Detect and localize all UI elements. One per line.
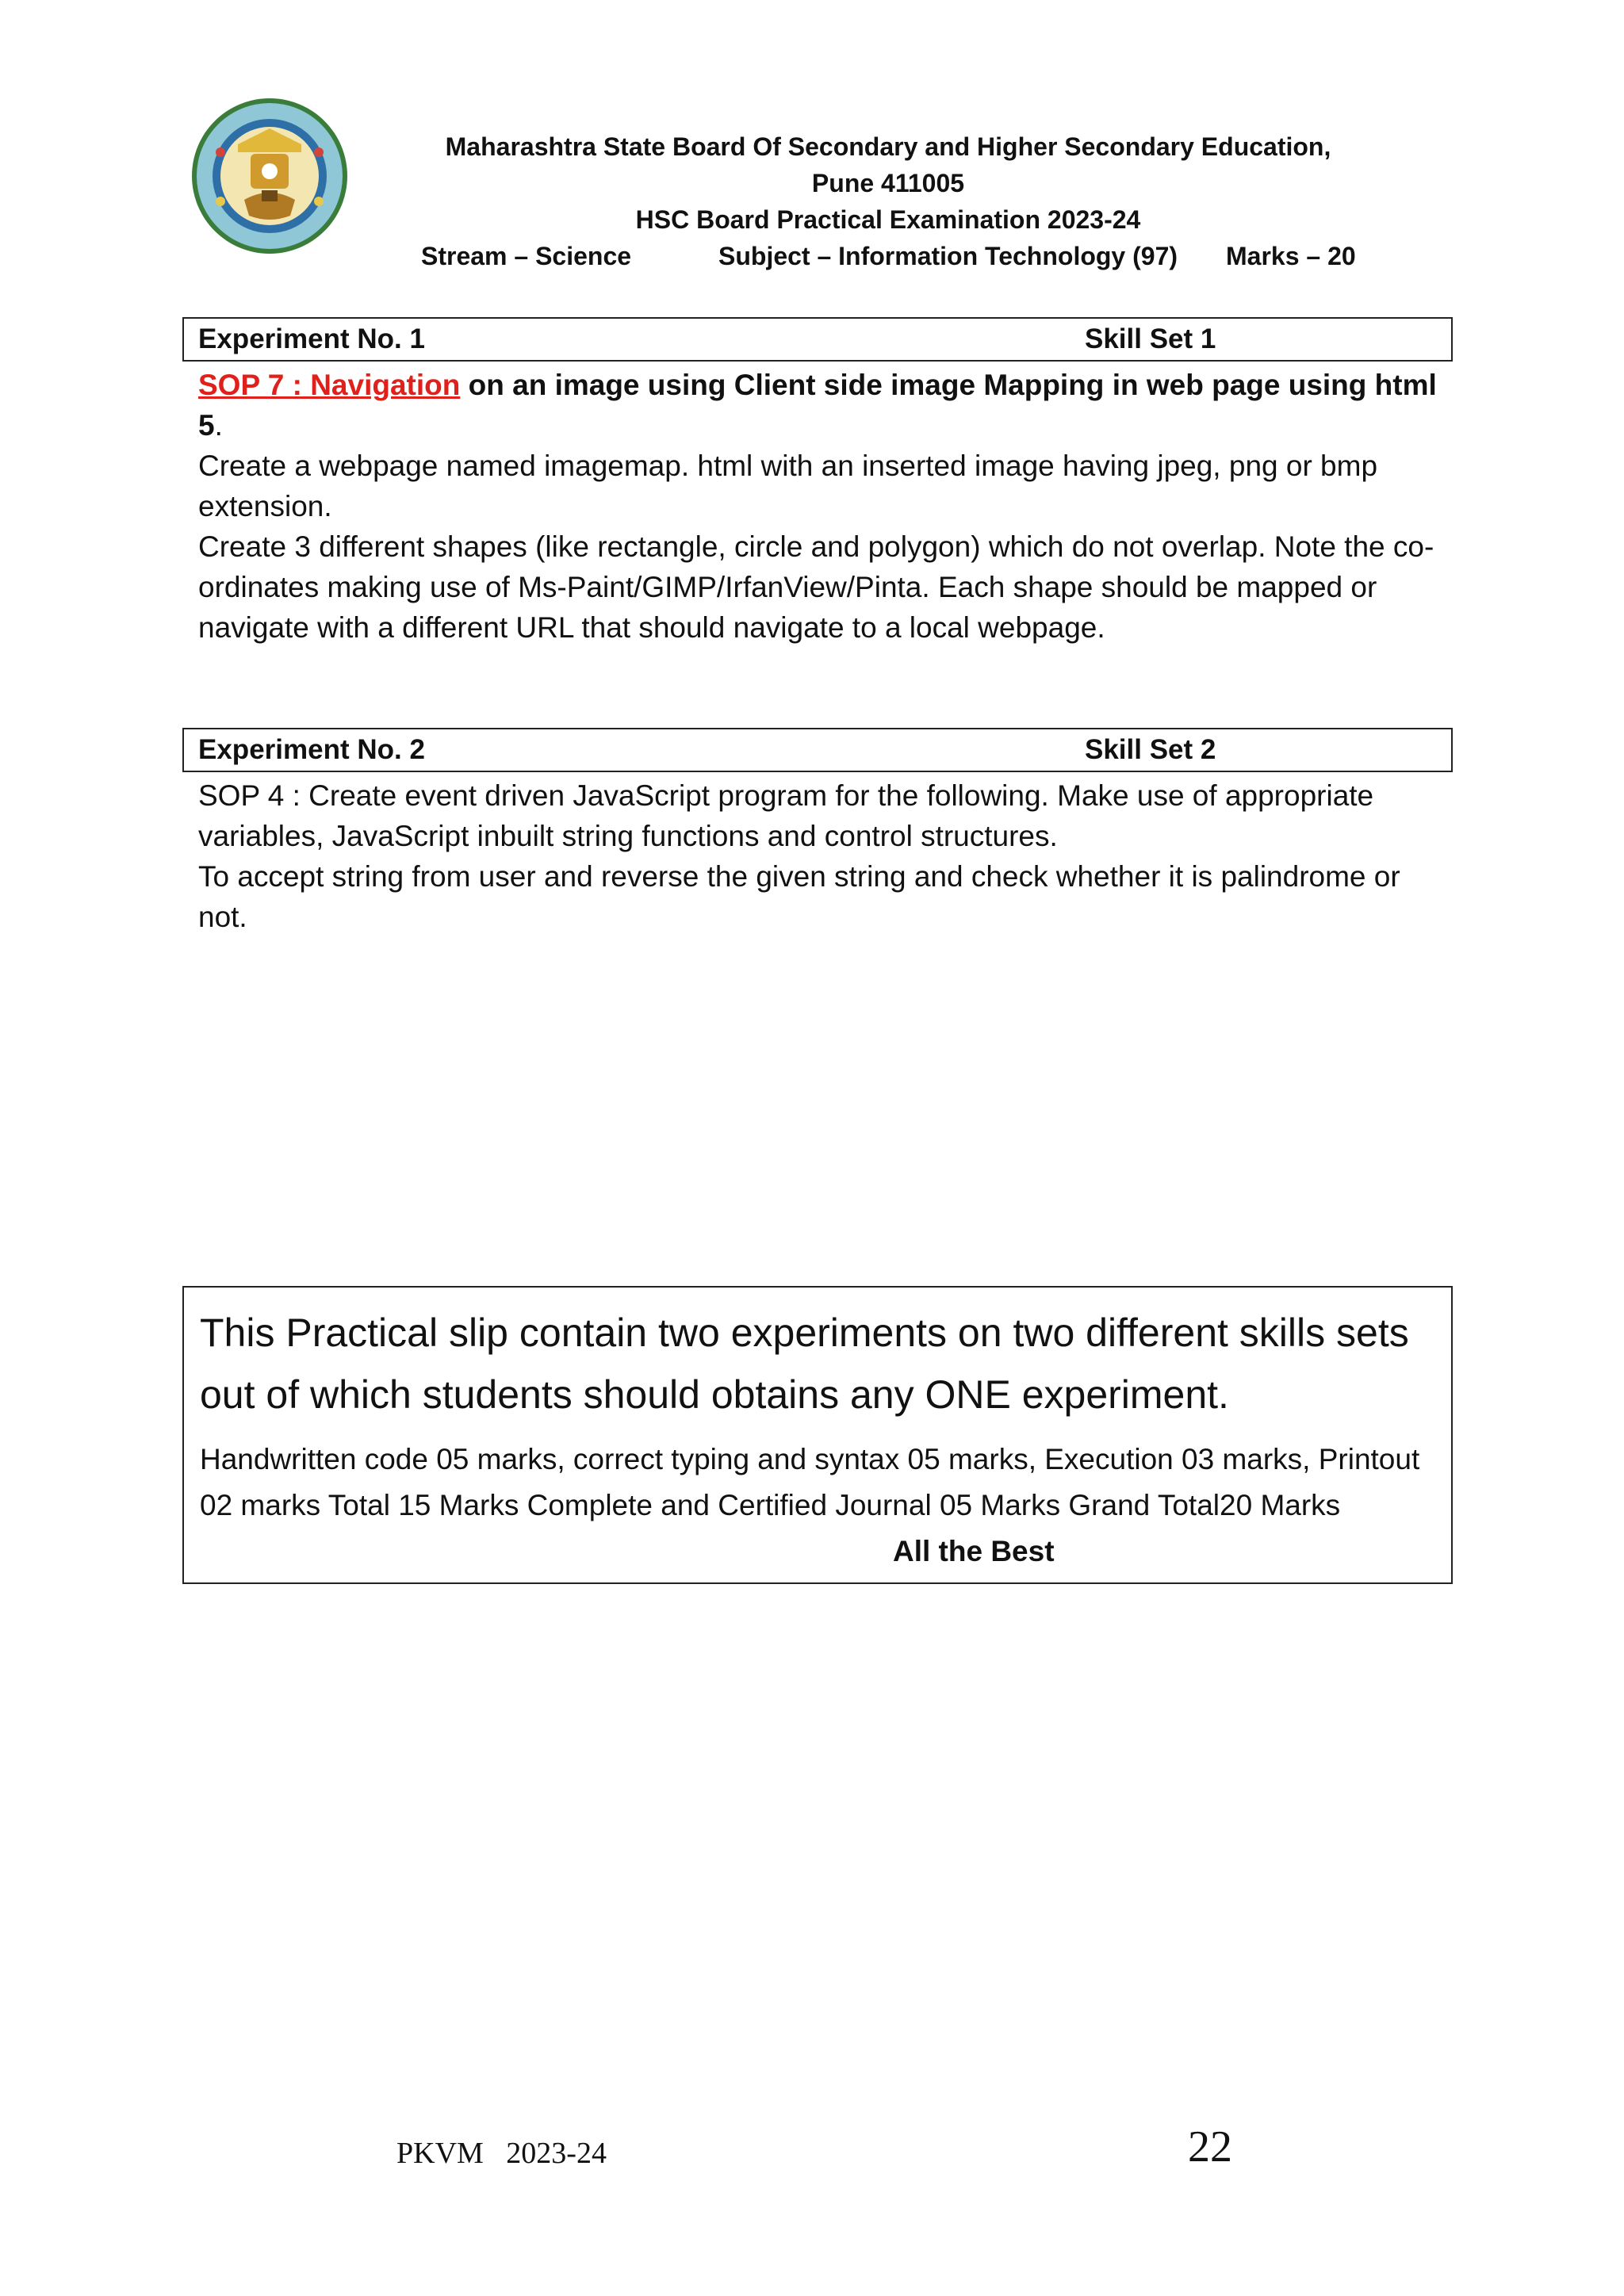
closing-note: All the Best [893,1535,1055,1567]
marks-label: Marks – 20 [1226,242,1356,270]
experiment-1-description [198,365,1451,526]
sop-7-end: . [214,409,223,442]
sop-7-link[interactable]: SOP 7 : Navigation [198,369,461,401]
board-seal-logo [189,97,350,255]
stream-label: Stream – Science [421,242,632,270]
experiment-2-header [182,728,1453,772]
experiment-1-skill-set: Skill Set 1 [1085,323,1216,354]
page-number: 22 [1188,2122,1232,2172]
instructions-box [182,1286,1453,1584]
experiment-1-text-1: Create a webpage named imagemap. html with an inserted image having jpeg, png or bmp extension. [198,450,1378,522]
experiment-1-text-2: Create 3 different shapes (like rectangle, circle and polygon) which do not overlap. Note the co-ordinates making use of Ms-Paint/GIMP/IrfanView/Pinta. Each shape should be mapped or navigate with a different URL that should navigate to a local webpage. [198,530,1434,644]
experiment-2-number: Experiment No. 2 [198,734,425,765]
experiment-2-skill-set: Skill Set 2 [1085,734,1216,765]
experiment-2-text-1: SOP 4 : Create event driven JavaScript program for the following. Make use of appropriate variables, JavaScript inbuilt string functions and control structures. [198,779,1374,852]
sop-7-title: on an image using Client side image Mapping in web page using html 5 [198,369,1437,442]
instructions-main: This Practical slip contain two experiments on two different skills sets out of which students should obtains any ONE experiment. [200,1311,1409,1417]
subject-label: Subject – Information Technology (97) [718,242,1178,270]
experiment-1-number: Experiment No. 1 [198,323,425,354]
board-name: Maharashtra State Board Of Secondary and Higher Secondary Education, [445,132,1331,161]
board-address: Pune 411005 [811,169,965,197]
experiment-2-text-2: To accept string from user and reverse the given string and check whether it is palindrome or not. [198,860,1400,933]
footer-label: PKVM 2023-24 [396,2137,607,2170]
experiment-1-header [182,317,1453,362]
marks-breakdown: Handwritten code 05 marks, correct typing and syntax 05 marks, Execution 03 marks, Printout 02 marks Total 15 Marks Complete and Certified Journal 05 Marks Grand Total20 Marks [200,1443,1420,1521]
exam-title: HSC Board Practical Examination 2023-24 [635,205,1141,234]
